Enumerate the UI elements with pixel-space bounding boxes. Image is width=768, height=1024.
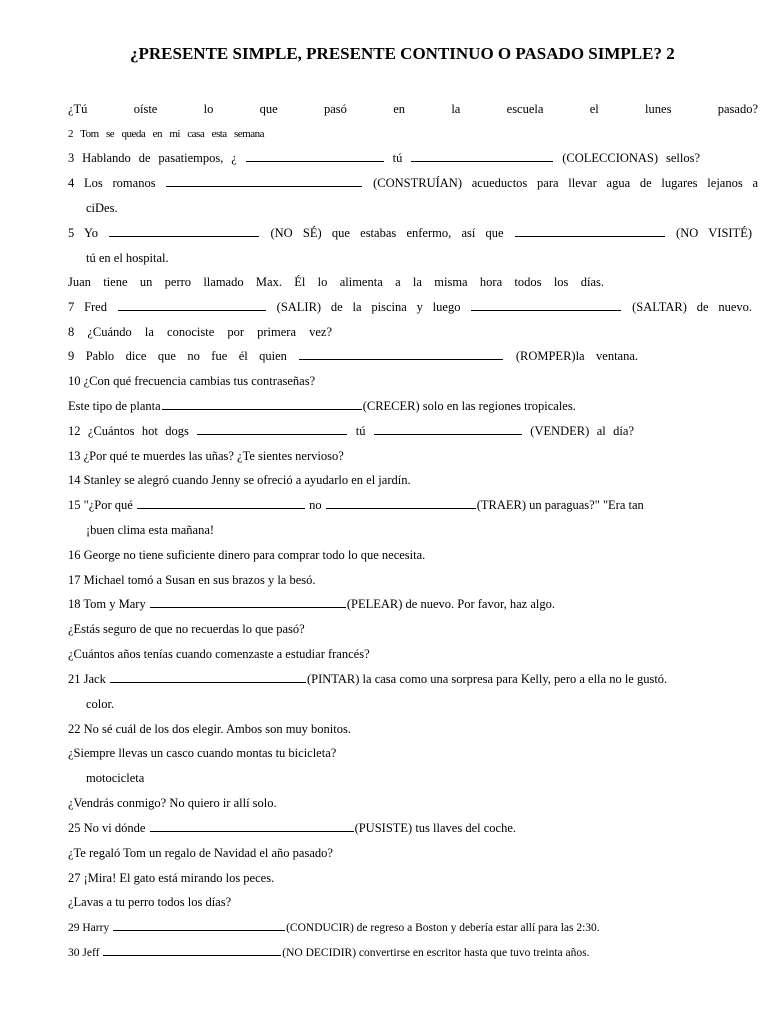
answer-blank[interactable] — [150, 596, 346, 608]
item-text: (CRECER) solo en las regiones tropicales. — [362, 399, 576, 413]
item-text: Este tipo de planta — [68, 399, 161, 413]
exercise-item-26: ¿Te regaló Tom un regalo de Navidad el año pasado? — [68, 846, 333, 860]
item-text: 2 Tom se queda en mi casa esta semana — [68, 128, 264, 140]
exercise-item-17: 17 Michael tomó a Susan en sus brazos y la besó. — [68, 573, 316, 587]
item-text: (SALTAR) de nuevo. — [632, 300, 753, 314]
exercise-item-4-continuation: ciDes. — [86, 201, 118, 215]
exercise-item-10: 10 ¿Con qué frecuencia cambias tus contraseñas? — [68, 374, 316, 388]
answer-blank[interactable] — [515, 225, 665, 237]
item-text: (NO DECIDIR) convertirse en escritor hasta que tuvo treinta años. — [282, 947, 590, 959]
answer-blank[interactable] — [110, 671, 306, 683]
page-title: ¿PRESENTE SIMPLE, PRESENTE CONTINUO O PASADO SIMPLE? 2 — [130, 44, 675, 63]
answer-blank[interactable] — [411, 150, 553, 162]
item-text: 30 Jeff — [68, 947, 100, 959]
item-text: (NO VISITÉ) — [676, 226, 752, 240]
exercise-item-7 — [68, 299, 752, 315]
answer-blank[interactable] — [166, 175, 362, 187]
exercise-item-16: 16 George no tiene suficiente dinero para comprar todo lo que necesita. — [68, 548, 426, 562]
item-text: tú — [392, 151, 403, 165]
answer-blank[interactable] — [113, 919, 285, 931]
answer-blank[interactable] — [137, 497, 305, 509]
item-text: 4 Los romanos — [68, 176, 156, 190]
item-text: no — [309, 498, 322, 512]
item-text: 3 Hablando de pasatiempos, ¿ — [68, 151, 237, 165]
exercise-item-23-continuation: motocicleta — [86, 771, 145, 785]
exercise-item-29 — [68, 919, 758, 936]
item-text: 25 No vi dónde — [68, 821, 146, 835]
item-text: 5 Yo — [68, 226, 99, 240]
item-text: 12 ¿Cuántos hot dogs — [68, 424, 189, 438]
exercise-item-12 — [68, 423, 634, 439]
answer-blank[interactable] — [197, 423, 347, 435]
exercise-item-8 — [68, 324, 332, 340]
item-text: 8 ¿Cuándo la conociste por primera vez? — [68, 325, 332, 339]
exercise-item-27: 27 ¡Mira! El gato está mirando los peces. — [68, 871, 275, 885]
answer-blank[interactable] — [162, 398, 362, 410]
item-text: ¿Tú oíste lo que pasó en la escuela el lunes pasado? — [68, 102, 758, 116]
exercise-item-20: ¿Cuántos años tenías cuando comenzaste a estudiar francés? — [68, 647, 370, 661]
exercise-item-6 — [68, 274, 604, 290]
item-text: (COLECCIONAS) sellos? — [562, 151, 700, 165]
exercise-item-3 — [68, 150, 700, 166]
exercise-item-15 — [68, 497, 758, 513]
answer-blank[interactable] — [326, 497, 476, 509]
item-text: 29 Harry — [68, 922, 110, 934]
exercise-item-11 — [68, 398, 758, 414]
exercise-item-5-continuation: tú en el hospital. — [86, 251, 169, 265]
answer-blank[interactable] — [118, 299, 266, 311]
exercise-item-21 — [68, 671, 758, 687]
item-text: 15 "¿Por qué — [68, 498, 133, 512]
exercise-item-1 — [68, 101, 758, 117]
item-text: 18 Tom y Mary — [68, 597, 146, 611]
answer-blank[interactable] — [103, 944, 281, 956]
item-text: (PINTAR) la casa como una sorpresa para Kelly, pero a ella no le gustó. — [306, 672, 668, 686]
answer-blank[interactable] — [150, 820, 354, 832]
exercise-item-14: 14 Stanley se alegró cuando Jenny se ofreció a ayudarlo en el jardín. — [68, 473, 411, 487]
answer-blank[interactable] — [299, 348, 503, 360]
exercise-item-18 — [68, 596, 758, 612]
exercise-item-30 — [68, 944, 758, 961]
exercise-item-28: ¿Lavas a tu perro todos los días? — [68, 895, 232, 909]
answer-blank[interactable] — [471, 299, 621, 311]
item-text: tú — [355, 424, 366, 438]
item-text: 7 Fred — [68, 300, 107, 314]
item-text: 21 Jack — [68, 672, 106, 686]
item-text: (CONDUCIR) de regreso a Boston y debería estar allí para las 2:30. — [286, 922, 600, 934]
item-text: (CONSTRUÍAN) acueductos para llevar agua de lugares lejanos a — [373, 176, 759, 190]
exercise-item-2 — [68, 126, 264, 142]
exercise-item-13: 13 ¿Por qué te muerdes las uñas? ¿Te sientes nervioso? — [68, 449, 344, 463]
exercise-item-24: ¿Vendrás conmigo? No quiero ir allí solo. — [68, 796, 277, 810]
item-text: (PELEAR) de nuevo. Por favor, haz algo. — [346, 597, 555, 611]
answer-blank[interactable] — [374, 423, 522, 435]
item-text: (NO SÉ) que estabas enfermo, así que — [270, 226, 504, 240]
exercise-item-15-continuation: ¡buen clima esta mañana! — [86, 523, 215, 537]
item-text: (TRAER) un paraguas?" "Era tan — [476, 498, 644, 512]
exercise-item-5 — [68, 225, 752, 241]
exercise-item-9 — [68, 348, 638, 364]
exercise-item-23: ¿Siempre llevas un casco cuando montas tu bicicleta? — [68, 746, 337, 760]
item-text: (SALIR) de la piscina y luego — [276, 300, 461, 314]
item-text: Juan tiene un perro llamado Max. Él lo alimenta a la misma hora todos los días. — [68, 275, 604, 289]
item-text: 9 Pablo dice que no fue él quien — [68, 349, 287, 363]
exercise-item-21-continuation: color. — [86, 697, 115, 711]
exercise-item-4 — [68, 175, 758, 191]
answer-blank[interactable] — [246, 150, 384, 162]
item-text: (PUSISTE) tus llaves del coche. — [354, 821, 516, 835]
answer-blank[interactable] — [109, 225, 259, 237]
exercise-item-19: ¿Estás seguro de que no recuerdas lo que pasó? — [68, 622, 305, 636]
item-text: (ROMPER)la ventana. — [515, 349, 639, 363]
exercise-item-22: 22 No sé cuál de los dos elegir. Ambos son muy bonitos. — [68, 722, 351, 736]
item-text: (VENDER) al día? — [530, 424, 634, 438]
exercise-item-25 — [68, 820, 758, 836]
